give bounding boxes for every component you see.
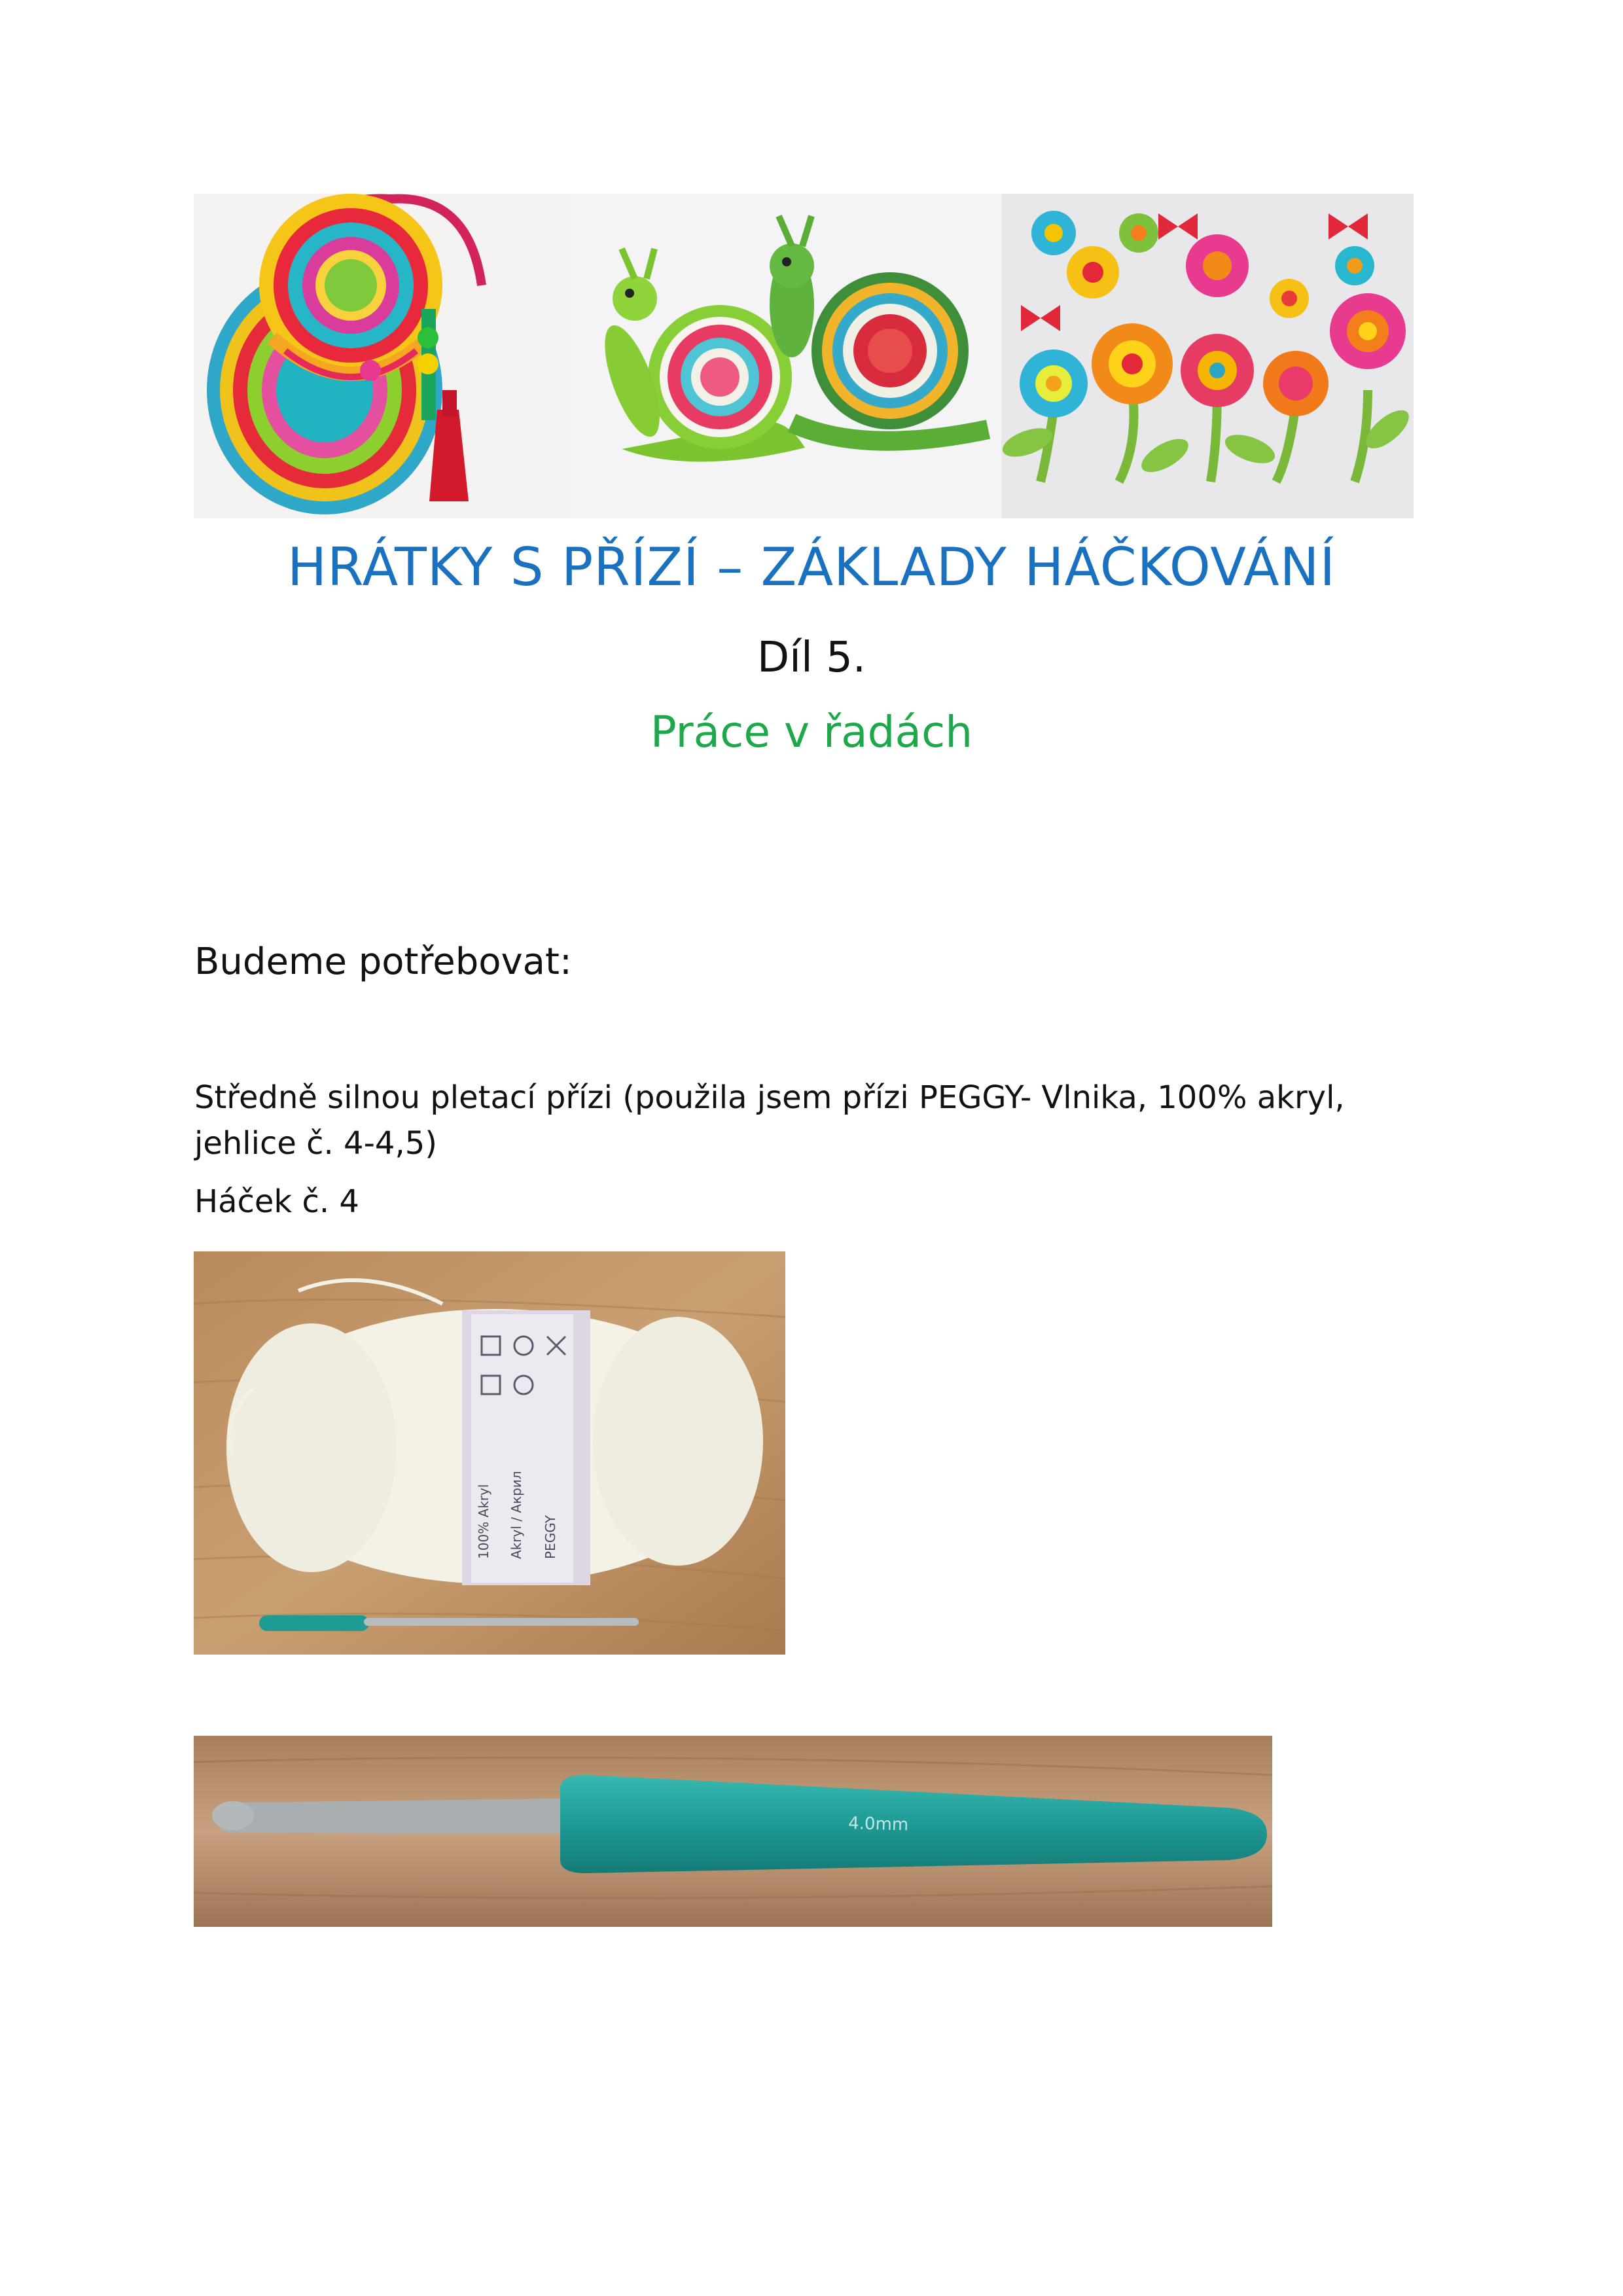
yarn-label-line-3: PEGGY bbox=[543, 1515, 558, 1559]
part-number: Díl 5. bbox=[757, 634, 866, 682]
yarn-label-line-1: 100% Akryl bbox=[476, 1484, 491, 1559]
yarn-and-hook-photo bbox=[194, 1251, 785, 1655]
hook-size-text: Háček č. 4 bbox=[194, 1183, 359, 1220]
hook-closeup-photo bbox=[194, 1736, 1272, 1927]
hook-size-marking: 4.0mm bbox=[847, 1814, 909, 1835]
crochet-snails-image bbox=[569, 194, 1001, 518]
header-banner bbox=[194, 194, 1414, 518]
crochet-flowers-image bbox=[1001, 194, 1414, 518]
lesson-topic: Práce v řadách bbox=[650, 707, 973, 757]
crochet-bag-image bbox=[194, 194, 569, 518]
document-title: HRÁTKY S PŘÍZÍ – ZÁKLADY HÁČKOVÁNÍ bbox=[287, 537, 1336, 598]
materials-heading: Budeme potřebovat: bbox=[194, 941, 572, 983]
yarn-description: Středně silnou pletací přízi (použila jsem přízi PEGGY- Vlnika, 100% akryl, jehlice č. 4-4,5) bbox=[194, 1079, 1345, 1162]
yarn-label-line-2: Akryl / Акрил bbox=[508, 1471, 524, 1559]
